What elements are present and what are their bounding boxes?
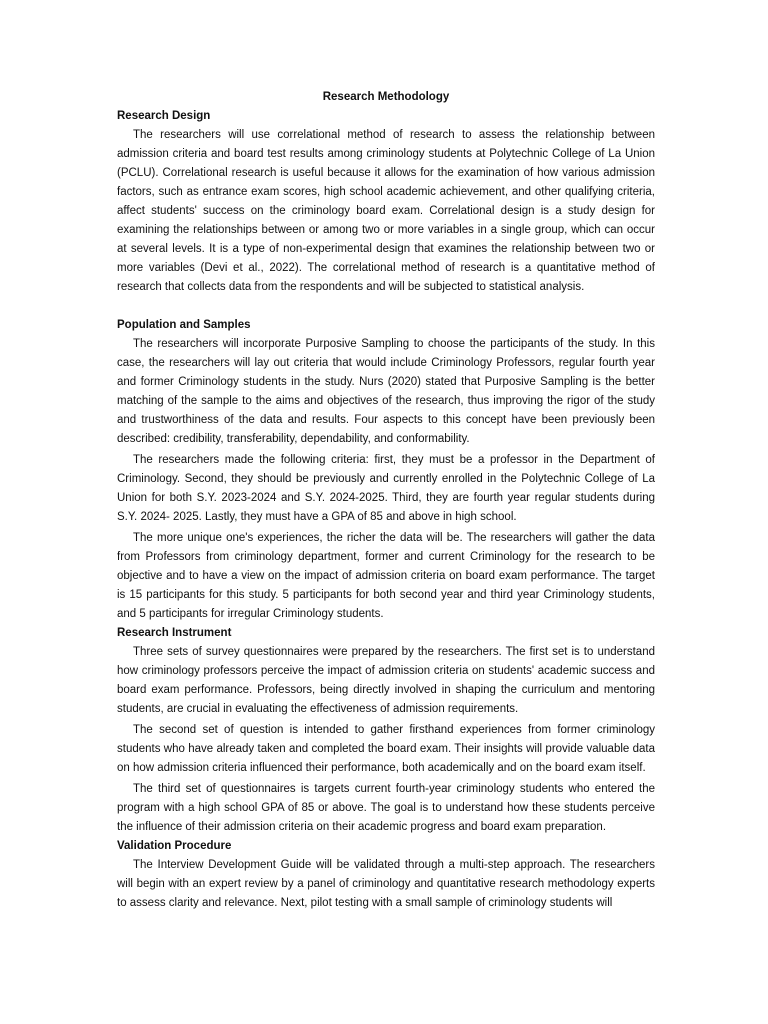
section-heading: Validation Procedure bbox=[117, 840, 232, 852]
section-heading: Population and Samples bbox=[117, 319, 251, 331]
blank-line bbox=[117, 297, 655, 316]
section-research-design bbox=[117, 107, 655, 297]
section-research-instrument bbox=[117, 624, 655, 837]
paragraph: The researchers will use correlational method of research to assess the relationship between admission criteria and board test results among criminology students at Polytechnic College of La Union (PCLU). Correlational research is useful because it allows for the examination of how various admission factors, such as entrance exam scores, high school academic achievement, and other qualifying criteria, affect students' success on the criminology board exam. Correlational design is a study design for examining the relationships between or among two or more variables in a single group, which can occur at several levels. It is a type of non-experimental design that examines the relationship between two or more variables (Devi et al., 2022). The correlational method of research is a quantitative method of research that collects data from the respondents and will be subjected to statistical analysis. bbox=[117, 129, 655, 293]
document-page bbox=[117, 88, 655, 913]
section-validation-procedure bbox=[117, 837, 655, 913]
paragraph: The third set of questionnaires is targets current fourth-year criminology students who entered the program with a high school GPA of 85 or above. The goal is to understand how these students perceive the influence of their admission criteria on their academic progress and board exam preparation. bbox=[117, 783, 655, 833]
paragraph: The researchers will incorporate Purposive Sampling to choose the participants of the study. In this case, the researchers will lay out criteria that would include Criminology Professors, regular fourth year and former Criminology students in the study. Nurs (2020) stated that Purposive Sampling is the better matching of the sample to the aims and objectives of the research, thus improving the rigor of the study and trustworthiness of the data and results. Four aspects to this concept have been previously been described: credibility, transferability, dependability, and conformability. bbox=[117, 338, 655, 445]
paragraph: The second set of question is intended to gather firsthand experiences from former criminology students who have already taken and completed the board exam. Their insights will provide valuable data on how admission criteria influenced their performance, both academically and on the board exam itself. bbox=[117, 724, 655, 774]
document-title: Research Methodology bbox=[322, 91, 450, 103]
paragraph: The Interview Development Guide will be validated through a multi-step approach. The researchers will begin with an expert review by a panel of criminology and quantitative research methodology experts to assess clarity and relevance. Next, pilot testing with a small sample of criminology students will bbox=[117, 859, 655, 909]
section-heading: Research Instrument bbox=[117, 627, 232, 639]
paragraph: Three sets of survey questionnaires were prepared by the researchers. The first set is to understand how criminology professors perceive the impact of admission criteria on students' academic success and board exam performance. Professors, being directly involved in shaping the curriculum and mentoring students, are crucial in evaluating the effectiveness of admission requirements. bbox=[117, 646, 655, 715]
section-population-and-samples bbox=[117, 316, 655, 624]
paragraph: The researchers made the following criteria: first, they must be a professor in the Department of Criminology. Second, they should be previously and currently enrolled in the Polytechnic College of La Union for both S.Y. 2023-2024 and S.Y. 2024-2025. Third, they are fourth year regular students during S.Y. 2024- 2025. Lastly, they must have a GPA of 85 and above in high school. bbox=[117, 454, 655, 523]
section-heading: Research Design bbox=[117, 110, 211, 122]
paragraph: The more unique one's experiences, the richer the data will be. The researchers will gather the data from Professors from criminology department, former and current Criminology for the research to be objective and to have a view on the impact of admission criteria on board exam performance. The target is 15 participants for this study. 5 participants for both second year and third year Criminology students, and 5 participants for irregular Criminology students. bbox=[117, 532, 655, 620]
